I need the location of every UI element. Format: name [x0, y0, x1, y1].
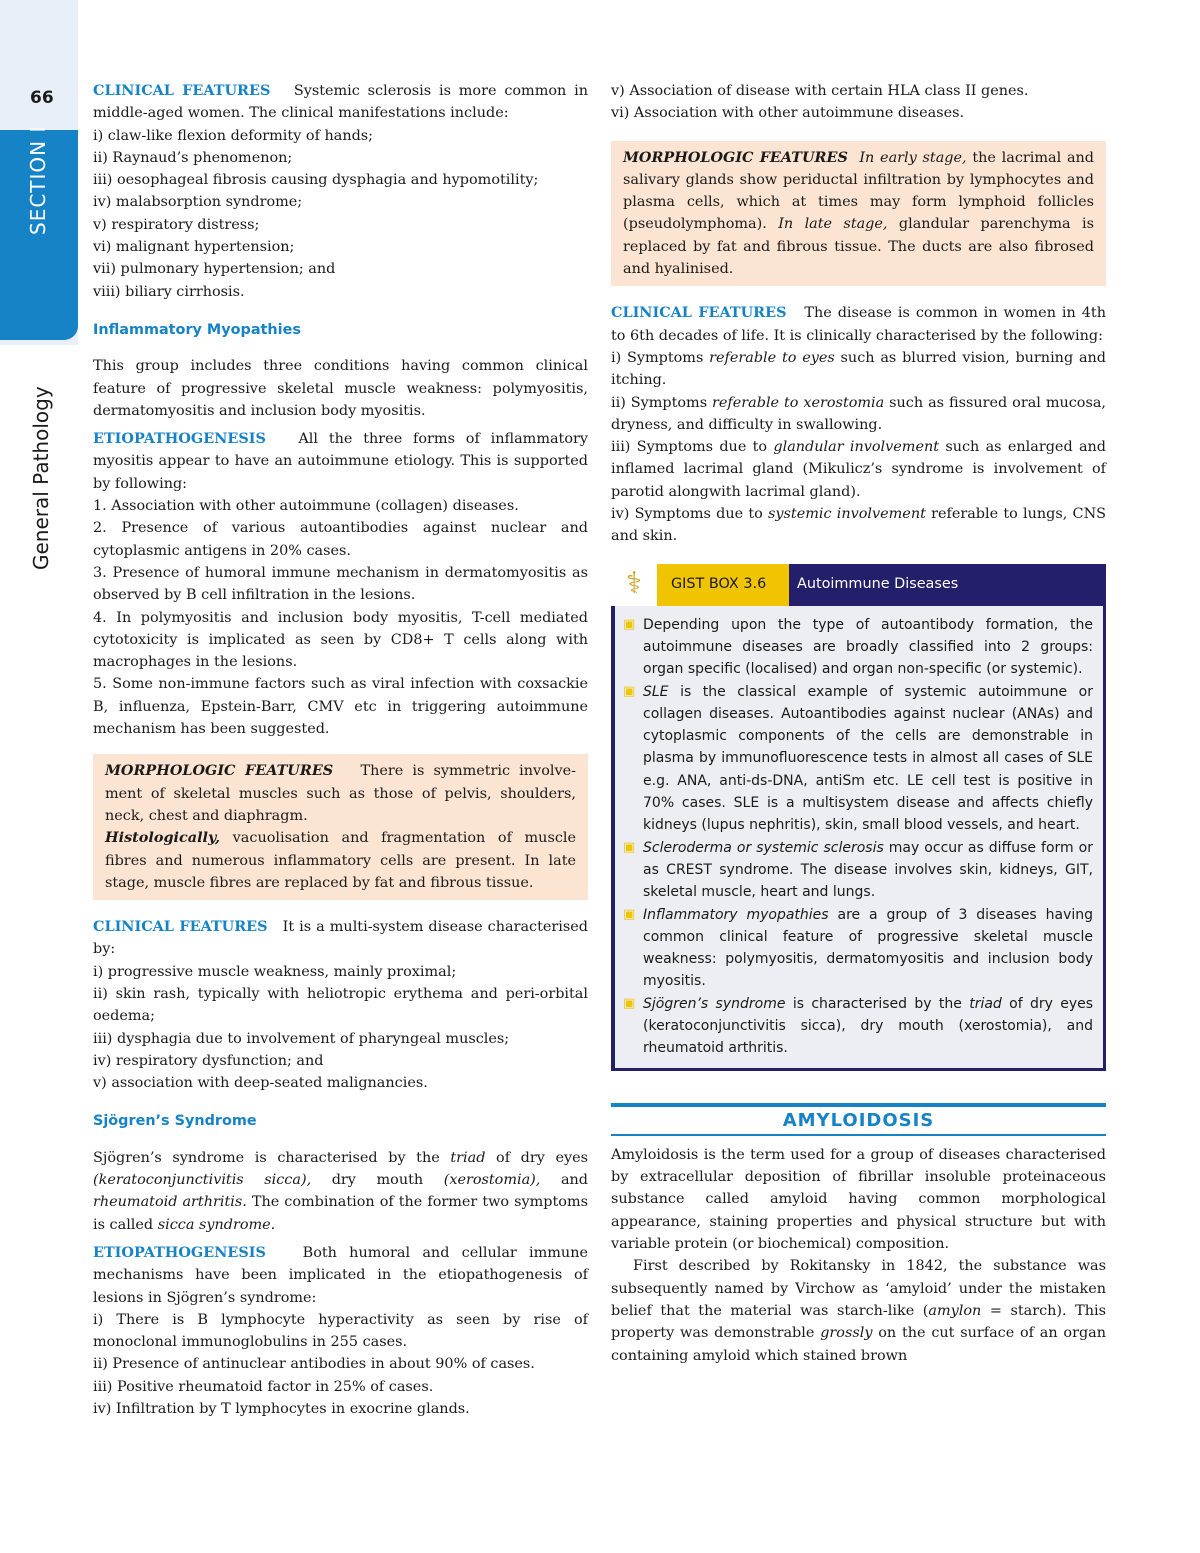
sj-clinical-intro: CLINICAL FEATURES The disease is common in women in 4th to 6th decades of life. It is clinically characterised by the following: — [611, 304, 1106, 344]
amyloidosis-para-2: First described by Rokitansky in 1842, the substance was subsequently named by Virchow as ‘amyloid’ under the mistaken belief that the material was starch-like (amylon = starch). This property was demonstrable grossly on the cut surface of an organ containing amyloid which stained brown — [611, 1258, 1107, 1364]
list-item: i) progressive muscle weakness, mainly proximal; — [93, 963, 457, 980]
list-item: ii) Raynaud’s phenomenon; — [93, 149, 293, 166]
list-item: iii) Symptoms due to glandular involvement such as enlarged and inflamed lacrimal gland (Mikulicz’s syndrome is involvement of parotid alongwith lacrimal gland). — [611, 439, 1107, 500]
list-item: iv) Symptoms due to systemic involvement referable to lungs, CNS and skin. — [611, 506, 1107, 545]
square-bullet-icon: ▣ — [623, 683, 636, 699]
list-item: v) respiratory distress; — [93, 216, 260, 233]
list-item: i) There is B lymphocyte hyperactivity as seen by rise of monoclonal immunoglobulins in 255 cases. — [93, 1311, 588, 1351]
list-item: vi) Association with other autoimmune diseases. — [611, 105, 965, 122]
sjogren-etio-intro: ETIOPATHOGENESIS Both humoral and cellular immune mechanisms have been implicated in the etiopathogenesis of lesions in Sjögren’s syndrome: — [93, 1243, 588, 1306]
ssc-clinical-intro: CLINICAL FEATURES Systemic sclerosis is more common in middle-aged women. The clinical manifestations include: — [93, 82, 588, 122]
list-item: vii) pulmonary hypertension; and — [93, 261, 336, 278]
sjogren-morphology-box — [611, 141, 1106, 287]
gist-box-body — [611, 606, 1106, 1071]
list-item: v) association with deep-seated malignancies. — [93, 1075, 428, 1092]
square-bullet-icon: ▣ — [623, 616, 636, 632]
list-item: iii) dysphagia due to involvement of pharyngeal muscles; — [93, 1030, 510, 1047]
list-item: iv) respiratory dysfunction; and — [93, 1052, 324, 1069]
caduceus-icon: ⚕ — [625, 566, 643, 602]
list-item: ▣ Depending upon the type of autoantibody formation, the autoimmune diseases are broadly classified into 2 groups: organ specific (localised) and organ non-specific (or systemic). — [623, 614, 1093, 681]
list-item: vi) malignant hypertension; — [93, 239, 295, 256]
list-item: iii) oesophageal fibrosis causing dysphagia and hypomotility; — [93, 172, 539, 189]
list-item: 2. Presence of various autoantibodies against nuclear and cytoplasmic antigens in 20% cases. — [93, 520, 588, 559]
myo-morphology-box — [93, 754, 588, 900]
square-bullet-icon: ▣ — [623, 839, 636, 855]
section-tab — [0, 125, 78, 340]
list-item: ii) skin rash, typically with heliotropic erythema and peri-orbital oedema; — [93, 985, 588, 1025]
myo-etio-intro: ETIOPATHOGENESIS All the three forms of inflammatory myositis appear to have an autoimmune etiology. This is supported by following: — [93, 430, 589, 492]
gist-box-title: Autoimmune Diseases — [789, 564, 1106, 606]
square-bullet-icon: ▣ — [623, 906, 636, 922]
list-item: ▣ Inflammatory myopathies are a group of 3 diseases having common clinical feature of progressive skeletal muscle weakness: polymyositis, dermatomyositis and inclusion body myositis. — [623, 904, 1093, 993]
list-item: viii) biliary cirrhosis. — [93, 283, 245, 300]
left-column — [93, 80, 588, 1420]
right-column — [611, 80, 1106, 1367]
myopathies-intro: This group includes three conditions having common clinical feature of progressive skeletal muscle weakness: polymyositis, dermatomyositis and inclusion body myositis. — [93, 358, 588, 419]
sjogren-intro: Sjögren’s syndrome is characterised by the triad of dry eyes (keratoconjunctivitis sicca), dry mouth (xerostomia), and rheumatoid arthritis. The combination of the former two symptoms is called sicca syndrome. — [93, 1149, 588, 1233]
amyloidosis-para-1: Amyloidosis is the term used for a group of diseases characterised by extracellular deposition of fibrillar insoluble proteinaceous substance called amyloid having common morphological appearance, staining properties and physical structure but with variable protein (or biochemical) composition. — [611, 1146, 1106, 1253]
list-item: iii) Positive rheumatoid factor in 25% of cases. — [93, 1378, 434, 1395]
list-item: iv) Infiltration by T lymphocytes in exocrine glands. — [93, 1401, 470, 1418]
list-item: ▣ Scleroderma or systemic sclerosis may occur as diffuse form or as CREST syndrome. The disease involves skin, kidneys, GIT, skeletal muscle, heart and lungs. — [623, 837, 1093, 904]
sjogren-heading: Sjögren’s Syndrome — [93, 1113, 257, 1130]
list-item: 1. Association with other autoimmune (collagen) diseases. — [93, 498, 519, 515]
list-item: ▣ Sjögren’s syndrome is characterised by the triad of dry eyes (keratoconjunctivitis sicca), dry mouth (xerostomia), and rheumatoid arthritis. — [623, 993, 1093, 1060]
sj-morph-text: MORPHOLOGIC FEATURES In early stage, the lacrimal and salivary glands show periductal infiltration by lymphocytes and plasma cells, which at times may form lymphoid follicles (pseudolymphoma). In late stage, glandular parenchyma is replaced by fat and fibrous tissue. The ducts are also fibrosed and hyalinised. — [623, 148, 1095, 278]
gist-box-tag: GIST BOX 3.6 — [657, 564, 789, 606]
list-item: 4. In polymyositis and inclusion body myositis, T-cell mediated cytotoxicity is implicated as seen by CD8+ T cells along with macrophages in the lesions. — [93, 609, 588, 671]
gist-box-header — [611, 564, 1106, 606]
list-item: ii) Presence of antinuclear antibodies in about 90% of cases. — [93, 1356, 535, 1373]
page-number: 66 — [30, 88, 54, 108]
myopathies-heading: Inflammatory Myopathies — [93, 321, 301, 338]
list-item: i) Symptoms referable to eyes such as blurred vision, burning and itching. — [611, 349, 1107, 389]
section-tab-label: SECTION I — [26, 125, 50, 235]
side-label: General Pathology — [29, 386, 53, 570]
list-item: 3. Presence of humoral immune mechanism in dermatomyositis as observed by B cell infiltration in the lesions. — [93, 564, 588, 604]
list-item: ii) Symptoms referable to xerostomia such as fissured oral mucosa, dryness, and difficulty in swallowing. — [611, 394, 1106, 433]
ssc-clinical-list — [93, 125, 588, 303]
list-item: 5. Some non-immune factors such as viral infection with coxsackie B, influenza, Epstein-Barr, CMV etc in triggering autoimmune mechanism has been suggested. — [93, 676, 588, 738]
myo-clinical-intro: CLINICAL FEATURES It is a multi-system disease characterised by: — [93, 918, 588, 958]
list-item: i) claw-like flexion deformity of hands; — [93, 127, 374, 144]
myo-morph-text: MORPHOLOGIC FEATURES There is symmetric involvement of skeletal muscles such as those of pelvis, shoulders, neck, chest and diaphragm. — [105, 762, 576, 824]
list-item: iv) malabsorption syndrome; — [93, 194, 303, 211]
list-item: ▣ SLE is the classical example of systemic autoimmune or collagen diseases. Autoantibodies against nuclear (ANAs) and cytoplasmic components of the cells are demonstrable in plasma by immunofluorescence tests in almost all cases of SLE e.g. ANA, anti-ds-DNA, antiSm etc. LE cell test is positive in 70% cases. SLE is a multisystem disease and affects chiefly kidneys (lupus nephritis), skin, small blood vessels, and heart. — [623, 681, 1093, 837]
amyloidosis-heading: AMYLOIDOSIS — [611, 1107, 1106, 1136]
square-bullet-icon: ▣ — [623, 995, 636, 1011]
list-item: v) Association of disease with certain HLA class II genes. — [611, 83, 1029, 99]
myo-morph-histo: Histologically, vacuolisation and fragmentation of muscle fibres and numerous inflammatory cells are present. In late stage, muscle fibres are replaced by fat and fibrous tissue. — [105, 829, 577, 891]
